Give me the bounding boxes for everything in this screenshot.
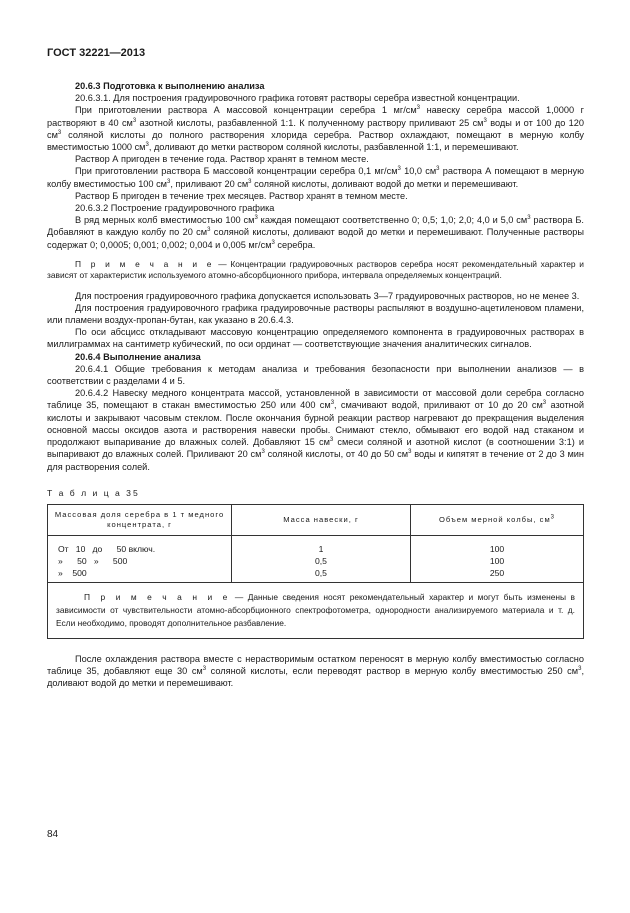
paragraph: После охлаждения раствора вместе с нерастворимым остатком переносят в мерную колбу вместимостью согласно таблице 35, добавляют еще 30 $см^3$ соляной кислоты, если переводят раствор в мерную колбу вместимостью 250 $см^3$, доливают водой до метки и перемешивают. [47,653,584,689]
table-cell-silver-fraction [48,535,232,582]
paragraph: При приготовлении раствора А массовой концентрации серебра 1 $мг/см^3$ навеску серебра массой 1,0000 г растворяют в 40 $см^3$ азотной кислоты, разбавленной 1:1. К полученному раствору приливают 25 $см^3$ воды и от 100 до 120 $см^3$ соляной кислоты до полного растворения хлорида серебра. Раствор охлаждают, помещают в мерную колбу вместимостью 1000 $см^3$, доливают до метки раствором соляной кислоты, разбавленной 1:1, и перемешивают. [47,105,584,153]
table-cell-line: » 50 » 500 [58,555,128,566]
table-header-sample-mass: Масса навески, г [232,504,411,535]
table-caption: Т а б л и ц а 35 [47,487,140,498]
table-cell-line: От 10 до 50 включ. [58,543,156,554]
paragraph: 20.6.4.2 Навеску медного концентрата массой, установленной в зависимости от массовой доли серебра согласно таблице 35, помещают в стакан вместимостью 250 или 400 $см^3$, смачивают водой, приливают от 10 до 20 $см^3$ азотной кислоты и закрывают часовым стеклом. После окончания бурной реакции раствор нагревают до прекращения выделения основной массы оксидов азота и растворения навески пробы. Снимают стекло, обмывают его водой над стаканом и продолжают выпаривание до влажных солей. Добавляют 15 $см^3$ смеси соляной и азотной кислот (в соотношении 3:1) и выпаривают до влажных солей. Приливают 20 $см^3$ соляной кислоты, от 40 до 50 $см^3$ воды и кипятят в течение от 2 до 3 мин для растворения солей. [47,388,585,472]
paragraph: 20.6.3.2 Построение градуировочного графика [75,203,275,214]
note: П р и м е ч а н и е — Концентрации градуировочных растворов серебра носят рекомендательный характер и зависят от характеристик используемого атомно-абсорбционного прибора, интервала определяемых концентраций. [47,258,584,281]
document-header: ГОСТ 32221—2013 [47,47,146,59]
table-cell-line: 250 [489,567,505,578]
table-cell-line: 1 [318,543,324,554]
paragraph: Раствор А пригоден в течение года. Раствор хранят в темном месте. [75,154,369,165]
paragraph: Раствор Б пригоден в течение трех месяцев. Раствор хранят в темном месте. [75,190,408,201]
page-number: 84 [47,829,59,840]
paragraph: При приготовлении раствора Б массовой концентрации серебра 0,1 $мг/см^3$ 10,0 $см^3$ раствора А помещают в мерную колбу вместимостью 100 $см^3$, приливают 20 $см^3$ соляной кислоты, доливают водой до метки и перемешивают. [47,166,584,189]
table-note: П р и м е ч а н и е — Данные сведения носят рекомендательный характер и могут быть изменены в зависимости от чувствительности атомно-абсорбционного спектрофотометра, однородности анализируемого материала и т. д. Если необходимо, проводят дополнительное разбавление. [48,582,584,638]
table-35 [47,504,584,639]
table-cell-flask-volume [411,535,584,582]
paragraph: Для построения градуировочного графика допускается использовать 3—7 градуировочных растворов, но не менее 3. [75,290,580,301]
table-header-silver-fraction: Массовая доля серебра в 1 т медного концентрата, г [48,504,232,535]
table-cell-line: 100 [489,543,505,554]
paragraph: Для построения градуировочного графика градуировочные растворы распыляют в воздушно-ацетиленовом пламени, или пламени воздух-пропан-бутан, как указано в 20.6.4.3. [47,302,584,326]
table-cell-sample-mass [232,535,411,582]
paragraph: По оси абсцисс откладывают массовую концентрацию определяемого компонента в градуировочных растворах в миллиграммах на сантиметр кубический, по оси ординат — соответствующие значения аналитических сигналов. [47,327,584,350]
table-header-flask-volume: Объем мерной колбы, $см^3$ [411,504,584,535]
section-heading-2064: 20.6.4 Выполнение анализа [75,351,201,362]
table-cell-line: 100 [489,555,505,566]
paragraph: В ряд мерных колб вместимостью 100 $см^3$ каждая помещают соответственно 0; 0,5; 1,0; 2,0; 4,0 и 5,0 $см^3$ раствора Б. Добавляют в каждую колбу по 20 $см^3$ соляной кислоты, доливают водой до метки и перемешивают. Полученные растворы содержат 0; 0,0005; 0,001; 0,002; 0,004 и 0,005 $мг/см^3$ серебра. [47,215,584,250]
page-body [47,80,584,690]
paragraph: 20.6.3.1. Для построения градуировочного графика готовят растворы серебра известной концентрации. [75,93,520,104]
paragraph: 20.6.4.1 Общие требования к методам анализа и требования безопасности при выполнении анализов — в соответствии с разделами 4 и 5. [47,363,584,387]
table-cell-line: 0,5 [315,555,327,566]
table-cell-line: 0,5 [315,567,327,578]
section-heading-2063: 20.6.3 Подготовка к выполнению анализа [75,81,265,91]
table-cell-line: » 500 [58,567,87,578]
